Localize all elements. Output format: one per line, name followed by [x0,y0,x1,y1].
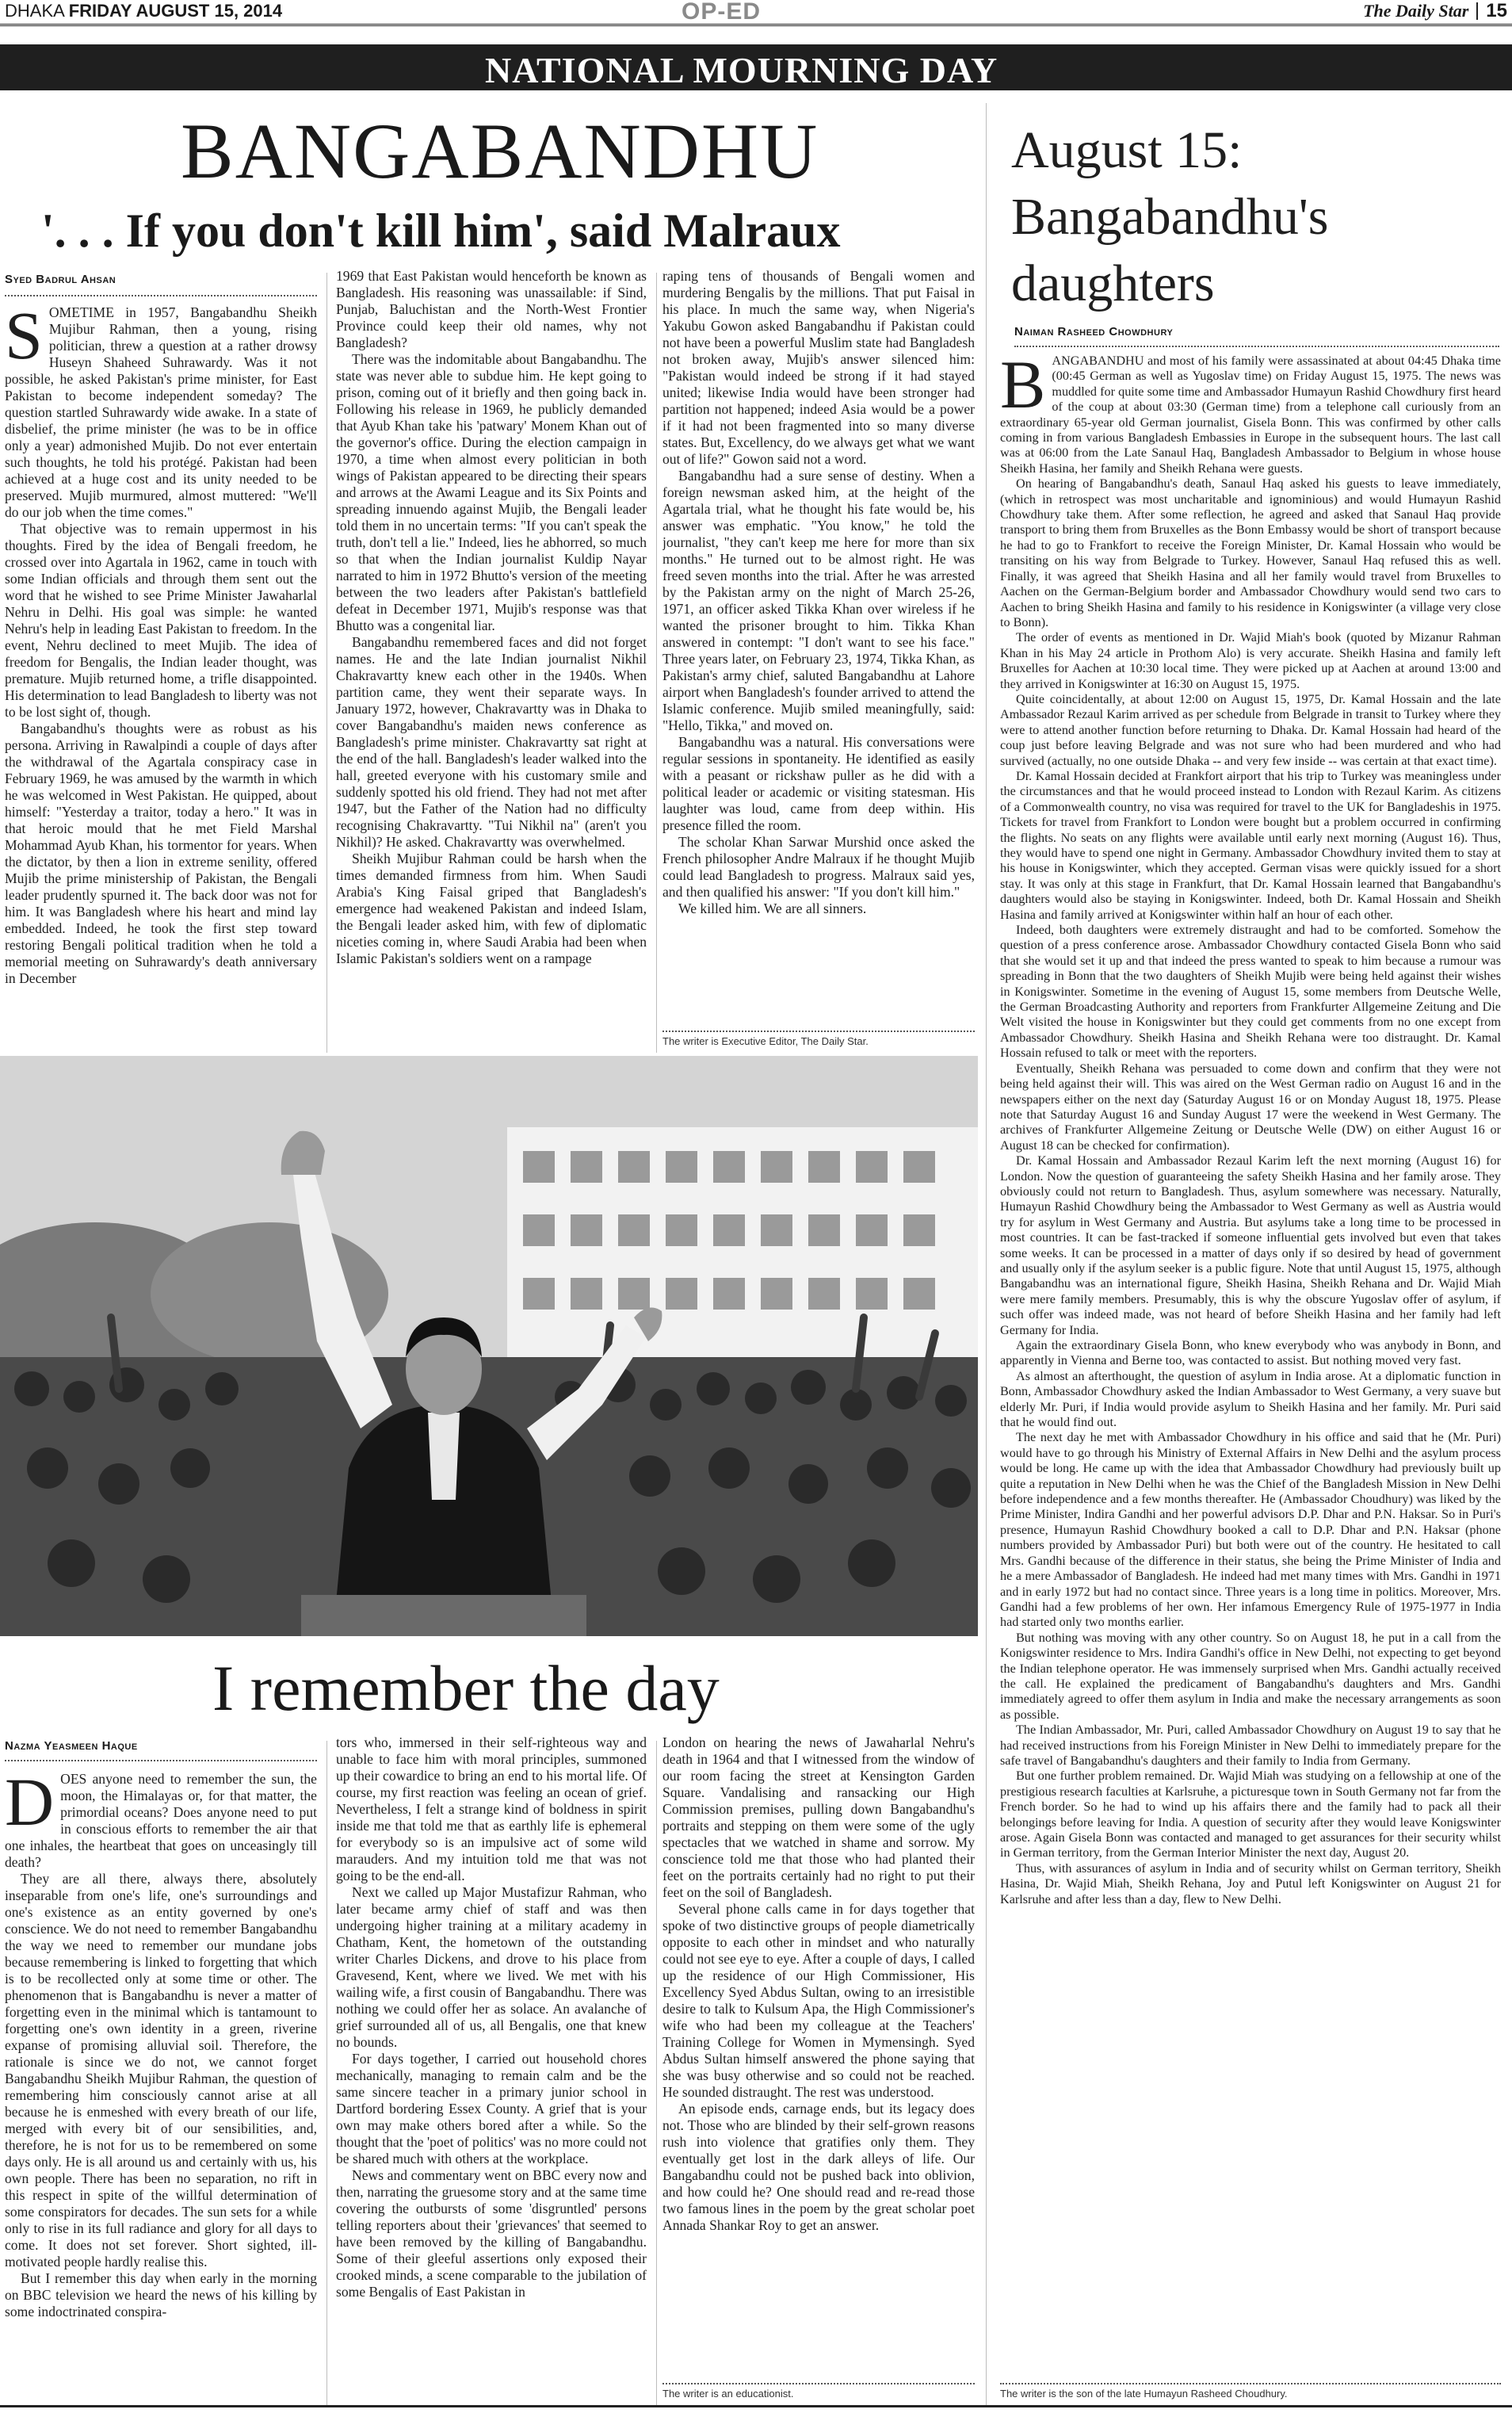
column-divider [326,1741,327,2405]
remember-column-2 [336,1734,647,2405]
column-divider [656,1741,657,2405]
lead-col3-para-1: raping tens of thousands of Bengali women and murdering Bengalis by the millions. That put Faisal in his place. In much the same way, when Nigeria's Yakubu Gowon asked Bangabandhu if Pakistan could not have been a powerful Muslim state had Bangladesh not broken away, Mujib's answer silenced him: "Pakistan would indeed be strong if it had stayed united; likewise India would have been stronger had partition not happened; indeed Asia would be a power if it had not been fragmented into so many diverse states. But, Excellency, do we always get what we want out of life?" Gowon said not a word. [662,268,975,467]
remember-byline-rule [5,1760,317,1761]
dateline [5,0,282,22]
dateline-city: DHAKA [5,1,64,21]
remember-col3-para-1: London on hearing the news of Jawaharlal Nehru's death in 1964 and that I witnessed from the window of our room facing the street at Kensington Garden Square. Vandalising and ransacking our High Commission premises, pulling down Bangabandhu's portraits and stepping on them were some of the ugly spectacles that we watched in shame and sorrow. My conscience told me that those who had planted their feet on the portraits certainly had no right to put their feet on the soil of Bangladesh. [662,1734,975,1900]
lead-byline-rule [5,295,317,296]
daughters-byline: Naiman Rasheed Chowdhury [1014,325,1174,338]
daughters-para-12: But nothing was moving with any other country. So on August 18, he put in a call from the Konigswinter residence to Mrs. Indira Gandhi's office in New Delhi, not expecting to get beyond the Indian telephone operator. He was immensely surprised when Mrs. Gandhi actually received the call. He explained the predicament of Bangabandhu's daughters and Mrs. Gandhi immediately agreed to offer them asylum in India and make the necessary arrangements as soon as possible. [1000,1630,1501,1722]
remember-col1-para-1 [5,1771,317,1871]
crowd-rally-photo [0,1056,978,1636]
daughters-para-6: Indeed, both daughters were extremely distraught and had to be comforted. Somehow the question of a press conference arose. Ambassador Chowdhury contacted Gisela Bonn who said that she would set it up and that indeed the press wanted to speak to him because a rumour was spreading in Bonn that the two daughters of Sheikh Mujib were being held against their wishes in Konigswinter. Sometime in the evening of August 15, some members from Deutsche Welle, the German Broadcasting Authority and reporters from Frankfurter Allgemeine Zeitung and Die Welt visited the house in Konigswinter but they could get comments from no one except from Ambassador Chowdhury. Sheikh Hasina and Sheikh Rehana were too distraught. Dr. Kamal Hossain refused to talk or meet with the reporters. [1000,923,1501,1061]
page-bottom-rule [0,2405,1512,2407]
lead-subhead: '. . . If you don't kill him', said Malraux [41,205,841,257]
remember-note-rule [662,2383,975,2384]
lead-col1-para-1 [5,304,317,521]
daughters-para-15: Thus, with assurances of asylum in India and of security whilst on German territory, Sheikh Hasina, Dr. Wajid Miah, Sheikh Rehana, Joy and Putul left Konigswinter on August 21 for Karlsruhe and after less than a day, flew to New Delhi. [1000,1860,1501,1906]
lead-col2-para-4: Sheikh Mujibur Rahman could be harsh when the times demanded firmness from him. When Saudi Arabia's King Faisal griped that Bangladesh's emergence had weakened Pakistan and indeed Islam, the Bengali leader asked him, with few of diplomatic niceties coming in, where Saudi Arabia had been when Islamic Pakistan's soldiers went on a rampage [336,851,647,966]
daughters-writer-note: The writer is the son of the late Humayun Rasheed Choudhury. [1000,2388,1288,2400]
daughters-drop-cap: B [1000,354,1046,423]
section-banner [0,44,1512,90]
daughters-byline-rule [1014,346,1499,347]
remember-writer-note: The writer is an educationist. [662,2388,794,2400]
lead-col2-para-2: There was the indomitable about Bangabandhu. The state was never able to subdue him. He kept going to prison, coming out of it briefly and then going back in. Following his release in 1969, he publicly demanded that Ayub Khan take his 'patwary' Monem Khan out of the governor's office. During the election campaign in 1970, a time when almost every politician in both wings of Pakistan appeared to be directing their spears and arrows at the Awami League and its Six Points and spreading innuendo against Mujib, the Bengali leader told them in no uncertain terms: "If you can't speak the truth, don't tell a lie." Indeed, lies he abhorred, so much so that when the Indian journalist Kuldip Nayar narrated to him in 1972 Bhutto's version of the meeting between the two leaders after Pakistan's battlefield defeat in December 1971, Mujib's response was that Bhutto was a congenital liar. [336,351,647,633]
lead-column-2 [336,268,647,1050]
newspaper-logo: The Daily Star [1363,1,1469,21]
daughters-headline: August 15: Bangabandhu's daughters [1011,121,1329,312]
daughters-para-2: On hearing of Bangabandhu's death, Sanaul Haq asked his guests to leave immediately, (which in retrospect was most uncharitable and ignominious) and would Humayun Rashid Chowdhury take them. After some reflection, he agreed and asked that Sanaul Haq provide transport to bring them from Bruxelles as the Bonn Embassy would be short of transport because he had to go to Frankfort to receive the Foreign Minister, Dr. Kamal Hossain who would be transiting on his way from Belgrade to Turkey. However, Sanaul Haq refused this as well. Finally, it was agreed that Sheikh Hasina and all her family would travel from Bruxelles to Aachen on the German-Belgium border and Ambassador Chowdhury would send two cars to Aachen to bring Sheikh Hasina and family to his residence in Konigswinter (a village very close to Bonn). [1000,476,1501,629]
photo-illustration [0,1056,978,1636]
lead-column-1 [5,304,317,1050]
daughters-para-14: But one further problem remained. Dr. Wajid Miah was studying on a fellowship at one of the prestigious research faculties at Karlsruhe, a picturesque town in South Germany not far from the French border. So he had to wind up his affairs there and the family had to pack all their belongings before leaving for India. A question of security after they would leave Konigswinter arose. Again Gisela Bonn was contacted and managed to get assurances for their security whilst in German territory, from the German Interior Minister the next day, August 20. [1000,1769,1501,1860]
remember-byline: Nazma Yeasmeen Haque [5,1739,138,1753]
masthead [0,0,1512,26]
lead-col3-para-3: Bangabandhu was a natural. His conversations were regular sessions in spontaneity. He identified as easily with a peasant or rickshaw puller as he did with a political leader or academic or visiting statesman. His laughter was loud, came from deep within. His presence filled the room. [662,734,975,833]
remember-col1-para-2: They are all there, always there, absolutely inseparable from one's life, one's surroundings and one's existence as an entity governed by one's conscience. We do not need to remember Bangabandhu the way we need to remember our mundane jobs because remembering is linked to forgetting that which is to be recollected only at some time or other. The phenomenon that is Bangabandhu is never a matter of forgetting even in the minimal which is tantamount to forgetting one's own identity in a green, riverine expanse of promising alluvial soil. Therefore, the rationale is since we do not, we cannot forget Bangabandhu Sheikh Mujibur Rahman, the question of remembering him consciously cannot arise at all because he is enmeshed with every breath of our life, merged with every bit of our sensibilities, and, therefore, he is not for us to be remembered on some days only. He is all around us and certainly with us, his own people. There has been no separation, no rift in this respect in spite of the willful determination of some conspirators for decades. The sun sets for a while only to rise in its full radiance and glory for all days to come. It does not set forever. Short sighted, ill-motivated people hardly realise this. [5,1871,317,2270]
remember-drop-cap: D [5,1771,55,1840]
lead-note-rule [662,1031,975,1032]
daughters-para-1 [1000,354,1501,476]
remember-col2-para-2: Next we called up Major Mustafizur Rahman, who later became army chief of staff and was then undergoing higher training at a military academy in Chatham, Kent, the hometown of the outstanding writer Charles Dickens, and drove to his place from Gravesend, Kent, where we lived. We met with his wailing wife, a first cousin of Bangabandhu. There was nothing we could offer her as solace. An avalanche of grief surrounded all of us, all Bengalis, one that knew no bounds. [336,1884,647,2050]
remember-column-1 [5,1771,317,2405]
remember-col1-para-3: But I remember this day when early in the morning on BBC television we heard the news of his killing by some indoctrinated conspira- [5,2270,317,2319]
daughters-text-1: ANGABANDHU and most of his family were assassinated at about 04:45 Dhaka time (00:45 German as well as Yugoslav time) on Friday August 15, 1975. The news was muddled for quite some time and Ambassador Humayun Rashid Chowdhury first heard of the coup at about 03:30 (German time) from a telephone call curiously from an extraordinary 65-year old German journalist, Gisela Bonn. This was confirmed by other calls coming in from various Bangladesh Embassies in Europe in the subsequent hours. The last call was at 06:00 from the Late Sanaul Haq, Bangladesh Ambassador to Belgium in whose house Sheikh Hasina, her family and Sheikh Rehana were guests. [1000,354,1501,476]
lead-col1-para-2: That objective was to remain uppermost in his thoughts. Fired by the idea of Bengali freedom, he crossed over into Agartala in 1962, came in touch with some Indian officials and through them sent out the word that he wished to see Prime Minister Jawaharlal Nehru in Delhi. His goal was simple: he wanted Nehru's help in leading East Pakistan to freedom. In the event, Nehru declined to meet Mujib. The idea of freedom for Bengalis, the Indian leader thought, was premature. Mujib returned home, a trifle disappointed. His determination to lead Bangladesh to liberty was not to be lost sight of, though. [5,521,317,720]
section-name: OP-ED [682,0,762,25]
lead-headline: BANGABANDHU [181,107,819,195]
column-divider [326,273,327,1053]
masthead-right [1363,0,1507,22]
remember-col3-para-2: Several phone calls came in for days together that spoke of two distinctive groups of people diametrically opposite to each other in mindset and who naturally could not see eye to eye. After a couple of days, I called up the residence of our High Commissioner, His Excellency Syed Abdus Sultan, owing to an irresistible desire to talk to Kulsum Apa, the High Commissioner's wife who had been my colleague at the Teachers' Training College for Women in Mymensingh. Syed Abdus Sultan himself answered the phone saying that she was busy otherwise and so could not be reached. He sounded distraught. The rest was understood. [662,1901,975,2100]
remember-col2-para-3: For days together, I carried out household chores mechanically, managing to remain calm and be the same sincere teacher in a primary junior school in Dartford bordering Essex County. A grief that is your own may make others bored after a while. So the thought that the 'poet of politics' was no more could not be shared much with others at the workplace. [336,2051,647,2166]
remember-col2-para-4: News and commentary went on BBC every now and then, narrating the gruesome story and at the same time covering the outbursts of some 'disgruntled' persons telling reporters about their 'grievances' that seemed to have been removed by the killing of Bangabandhu. Some of their gleeful assertions only exposed their crooked minds, a scene comparable to the jubilation of some Bengalis of East Pakistan in [336,2167,647,2300]
lead-col2-para-3: Bangabandhu remembered faces and did not forget names. He and the late Indian journalist Nikhil Chakravartty knew each other in the 1940s. When partition came, they went their separate ways. In January 1972, however, Chakravartty was in Dhaka to cover Bangabandhu's maiden news conference as Bangladesh's prime minister. Chakravartty sat right at the end of the hall. Bangladesh's leader walked into the hall, greeted everyone with his customary smile and suddenly spotted his old friend. They had not met after 1947, but the Father of the Nation had no difficulty recognising Chakravartty. "Tui Nikhil na" (aren't you Nikhil)? He asked. Chakravartty was overwhelmed. [336,634,647,850]
daughters-para-4: Quite coincidentally, at about 12:00 on August 15, 1975, Dr. Kamal Hossain and the late Ambassador Rezaul Karim arrived as per schedule from Belgrade in transit to Turkey where they were to attend another function before returning to Dhaka. Dr. Kamal Hossain had heard of the coup just before leaving Belgrade and was not sure who had been murdered and who had survived (actually, no one outside Dhaka -- and very few inside -- was certain at that exact time). [1000,691,1501,768]
daughters-para-5: Dr. Kamal Hossain decided at Frankfort airport that his trip to Turkey was meaningless under the circumstances and that he would proceed instead to London with Rezaul Karim. As citizens of a Commonwealth country, no visa was required for travel to the UK for Bangladeshis in 1975. Tickets for travel from Frankfort to London were bought but a problem occurred in confirming the flights. No seats on any flights were available until early next morning (August 16). Thus, they would have to spend one night in Germany. Ambassador Chowdhury invited them to stay at his house in Konigswinter, which they accepted. German visas were quickly issued for a short stay. It was only at this stage in Frankfurt, that Dr. Kamal Hossain learned that Bangabandhu's daughters would also be staying in Konigswinter. Indeed, both Dr. Kamal Hossain and Sheikh Hasina and family arrived at Konigswinter within half an hour of each other. [1000,768,1501,922]
banner-title: NATIONAL MOURNING DAY [485,50,998,90]
daughters-para-3: The order of events as mentioned in Dr. Wajid Miah's book (quoted by Mizanur Rahman Khan in his May 24 article in Prothom Alo) is very accurate. Sheikh Hasina and family left Bruxelles for Aachen at 10:30 local time. They were picked up at Aachen at around 13:00 and they arrived in Konigswinter at 16:30 on August 15, 1975. [1000,630,1501,691]
lead-col3-para-2: Bangabandhu had a sure sense of destiny. When a foreign newsman asked him, at the height of the Agartala trial, what he thought his fate would be, his answer was emphatic. "You know," he told the journalist, "they can't keep me here for more than six months." He turned out to be almost right. He was freed seven months into the trial. After he was arrested by the Pakistan army on the night of March 25-26, 1971, an officer asked Tikka Khan over wireless if he wanted the prisoner brought to him. Tikka Khan answered in contempt: "I don't want to see his face." Three years later, on February 23, 1974, Tikka Khan, as Pakistan's army chief, saluted Bangabandhu at Lahore airport when Bangladesh's founder arrived to attend the Islamic conference. Mujib smiled meaningfully, said: "Hello, Tikka," and moved on. [662,468,975,733]
daughters-para-13: The Indian Ambassador, Mr. Puri, called Ambassador Chowdhury on August 19 to say that he had received instructions from his Foreign Minister in New Delhi to immediately prepare for the safe travel of Bangabandhu's daughters and their family to India from Germany. [1000,1723,1501,1768]
daughters-para-8: Dr. Kamal Hossain and Ambassador Rezaul Karim left the next morning (August 16) for London. Now the question of guaranteeing the safety Sheikh Hasina and her family arose. They obviously could not return to Bangladesh. Thus, asylum somewhere was necessary. Naturally, Humayun Rashid Chowdhury being the Ambassador to West Germany as well as Austria would try for asylum in West Germany and Austria. But asylums take a long time to be processed in most countries. It can be fast-tracked if someone influential gets involved but even that takes some weeks. It can be processed in a matter of days only if so desired by head of government and usually only if the asylum seeker is a public figure. Note that until August 15, 1975, although Bangabandhu was an international figure, Sheikh Hasina, Sheikh Rehana and Dr. Wajid Miah were mere family members. Presumably, this is why the obscure Yugoslav offer of asylum, if such offer was indeed made, was not heard of before Sheikh Hasina and her family had left Germany for India. [1000,1153,1501,1337]
dateline-date: FRIDAY AUGUST 15, 2014 [68,1,283,21]
page-number: 15 [1486,0,1507,21]
remember-col3-para-3: An episode ends, carnage ends, but its legacy does not. Those who are blinded by their self-grown reasons rush into violence that gratifies only them. They eventually get lost in the dark alleys of life. Our Bangabandhu could not be pushed back into oblivion, and how could he? One should read and re-read those two famous lines in the poem by the great scholar poet Annada Shankar Roy to get an answer. [662,2101,975,2233]
masthead-divider [1476,2,1478,20]
remember-col1-text-1: OES anyone need to remember the sun, the moon, the Himalayas or, for that matter, the primordial oceans? Does anyone need to put in conscious efforts to remember the air that one inhales, the heartbeat that goes on unceasingly till death? [5,1771,317,1870]
daughters-para-9: Again the extraordinary Gisela Bonn, who knew everybody who was anybody in Bonn, and apparently in Vienna and Berne too, was contacted to assist. But nothing moved very fast. [1000,1338,1501,1368]
remember-headline: I remember the day [212,1652,720,1724]
remember-col2-para-1: tors who, immersed in their self-righteous way and unable to face him with moral principles, summoned up their cowardice to bring an end to his mortal life. Of course, my first reaction was feeling an ocean of grief. Nevertheless, I felt a strange kind of boldness in spirit inside me that told me that as earthly life is ephemeral for everybody so is an impulsive act of some wild marauders. And my intuition told me that was not going to be the end-all. [336,1734,647,1883]
lead-drop-cap: S [5,304,43,373]
lead-writer-note: The writer is Executive Editor, The Daily Star. [662,1035,869,1047]
lead-column-3 [662,268,975,1021]
lead-col3-para-5: We killed him. We are all sinners. [678,901,867,916]
lead-col1-para-3: Bangabandhu's thoughts were as robust as his persona. Arriving in Rawalpindi a couple of days after the withdrawal of the Agartala conspiracy case in February 1969, he was amused by the warmth in which he was welcomed in West Pakistan. He quipped, about himself: "Yesterday a traitor, today a hero." It was in that heroic mould that he met Field Marshal Mohammad Ayub Khan, his tormentor for years. When the dictator, by then a lion in extreme senility, offered Mujib the prime ministership of Pakistan, the Bengali leader prudently spurned it. The back door was not for him. It was Bangladesh where his heart and mind lay embedded. Indeed, he took the first step toward restoring Bengali political tradition when he told a memorial meeting on Suhrawardy's death anniversary in December [5,721,317,986]
lead-col3-para-4: The scholar Khan Sarwar Murshid once asked the French philosopher Andre Malraux if he thought Mujib could lead Bangladesh to progress. Malraux said yes, and then qualified his answer: "If you don't kill him." [662,834,975,900]
remember-column-3 [662,1734,975,2369]
lead-byline: Syed Badrul Ahsan [5,273,116,286]
daughters-column [1000,354,1501,2373]
daughters-para-11: The next day he met with Ambassador Chowdhury in his office and said that he (Mr. Puri) would have to go through his Ministry of External Affairs in New Delhi and the asylum process would be long. He came up with the idea that Ambassador Chowdhury had previously built up quite a reputation in New Delhi when he was the Chief of the Bangladesh Mission in New Delhi before independence and a few months thereafter. He (Ambassador Choudhury) was liked by the Prime Minister, Indira Gandhi and her powerful advisors D.P. Dhar and P.N. Haksar. So in Puri's presence, Humayun Rashid Chowdhury booked a call to D.P. Dhar and P.N. Haksar (phone numbers provided by Ambassador Puri) but both were out of the country. He hesitated to call Mrs. Gandhi because of the difference in their status, she being the Prime Minister of India and he a mere Ambassador of Bangladesh. He indeed had met many times with Mrs. Gandhi in 1971 and in early 1972 but had no contact since. Three years is a long time in politics. Moreover, Mrs. Gandhi had a few problems of her own. Her infamous Emergency Rule of 1975-1977 in India had started only two months earlier. [1000,1430,1501,1630]
lead-col1-text-1: OMETIME in 1957, Bangabandhu Sheikh Mujibur Rahman, then a young, rising politician, threw a question at a rather drowsy Huseyn Shaheed Suhrawardy. Was it not possible, he asked Pakistan's prime minister, for East Pakistan to become independent someday? The question startled Suhrawardy wide awake. In a state of disbelief, the prime minister (he was to be in office only a year) admonished Mujib. Do not ever entertain such thoughts, he told his protégé. Pakistan had been achieved at a huge cost and its unity needed to be preserved. Mujib murmured, almost muttered: "We'll do our job when the time comes." [5,304,317,520]
daughters-para-7: Eventually, Sheikh Rehana was persuaded to come down and confirm that they were not being held against their will. This was aired on the West German radio on August 16 and in the newspapers either on the next day (Saturday August 16 or on Monday August 18, 1975. Please note that Saturday August 16 and Sunday August 17 were the weekend in West Germany. The archives of Frankfurter Allgemeine Zeitung or Deutsche Welle (DW) on either August 16 or August 18 can be checked for confirmation). [1000,1061,1501,1153]
lead-col2-para-1: 1969 that East Pakistan would henceforth be known as Bangladesh. His reasoning was unassailable: if Sind, Punjab, Baluchistan and the North-West Frontier Province could keep their old names, why not Bangladesh? [336,268,647,350]
column-divider [656,273,657,1053]
column-divider [986,103,987,2405]
daughters-para-10: As almost an afterthought, the question of asylum in India arose. At a diplomatic function in Bonn, Ambassador Chowdhury asked the Indian Ambassador to West Germany, a very suave but elderly Mr. Puri, if India would provide asylum to Sheikh Hasina and her family. Mr. Puri said that he would find out. [1000,1368,1501,1430]
daughters-note-rule [1000,2383,1501,2384]
